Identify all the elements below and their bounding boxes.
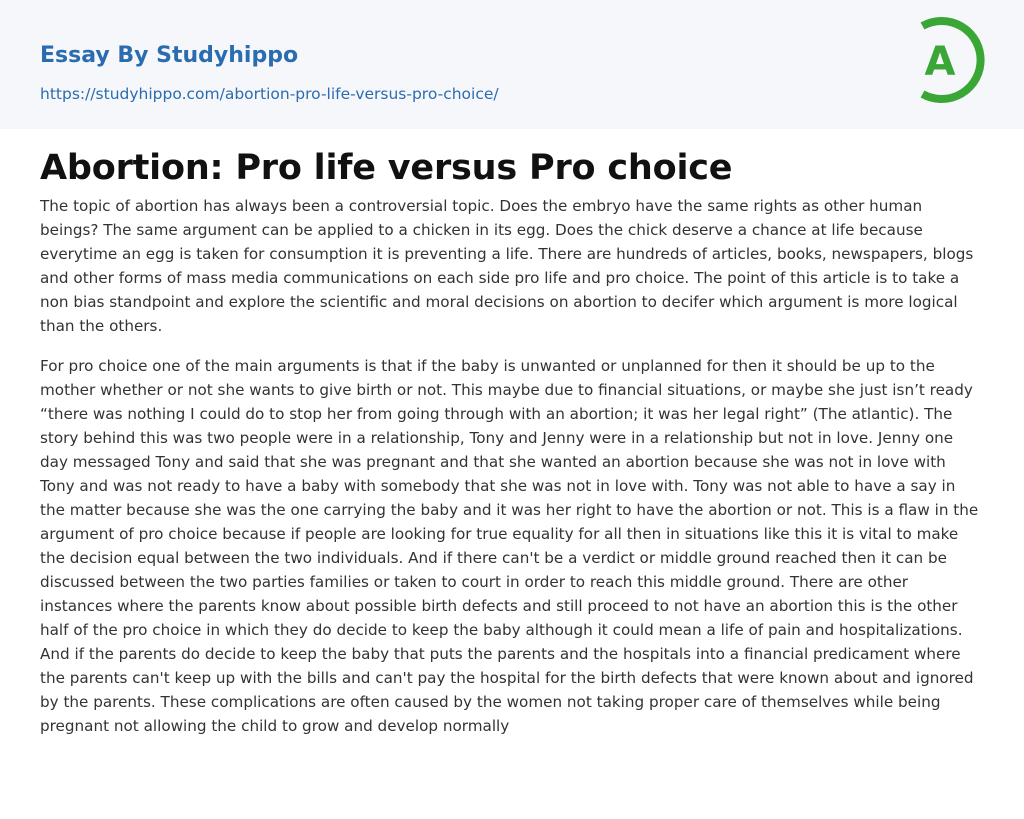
studyhippo-logo-icon[interactable] xyxy=(905,15,995,105)
logo-letter: A xyxy=(924,39,956,85)
site-header xyxy=(0,0,1024,129)
page-title: Abortion: Pro life versus Pro choice xyxy=(40,148,733,188)
article-body xyxy=(40,194,984,754)
paragraph: The topic of abortion has always been a controversial topic. Does the embryo have the same rights as other human beings? The same argument can be applied to a chicken in its egg. Does the chick deserve a chance at life because everytime an egg is taken for consumption it is preventing a life. There are hundreds of articles, books, newspapers, blogs and other forms of mass media communications on each side pro life and pro choice. The point of this article is to take a non bias standpoint and explore the scientific and moral decisions on abortion to decifer which argument is more logical than the others. xyxy=(40,197,974,335)
paragraph: For pro choice one of the main arguments is that if the baby is unwanted or unplanned for then it should be up to the mother whether or not she wants to give birth or not. This maybe due to financial situations, or maybe she just isn’t ready “there was nothing I could do to stop her from going through with an abortion; it was her legal right” (The atlantic). The story behind this was two people were in a relationship, Tony and Jenny were in a relationship but not in love. Jenny one day messaged Tony and said that she was pregnant and that she wanted an abortion because she was not in love with Tony and was not ready to have a baby with somebody that she was not in love with. Tony was not able to have a say in the matter because she was the one carrying the baby and it was her right to have the abortion or not. This is a flaw in the argument of pro choice because if people are looking for true equality for all then in situations like this it is vital to make the decision equal between the two individuals. And if there can't be a verdict or middle ground reached then it can be discussed between the two parties families or taken to court in order to reach this middle ground. There are other instances where the parents know about possible birth defects and still proceed to not have an abortion this is the other half of the pro choice in which they do decide to keep the baby although it could mean a life of pain and hospitalizations. And if the parents do decide to keep the baby that puts the parents and the hospitals into a financial predicament where the parents can't keep up with the bills and can't pay the hospital for the birth defects that were known about and ignored by the parents. These complications are often caused by the women not taking proper care of themselves while being pregnant not allowing the child to grow and develop normally xyxy=(40,357,979,735)
article-url-link[interactable]: https://studyhippo.com/abortion-pro-life-versus-pro-choice/ xyxy=(40,85,499,103)
brand-title[interactable]: Essay By Studyhippo xyxy=(40,43,299,68)
